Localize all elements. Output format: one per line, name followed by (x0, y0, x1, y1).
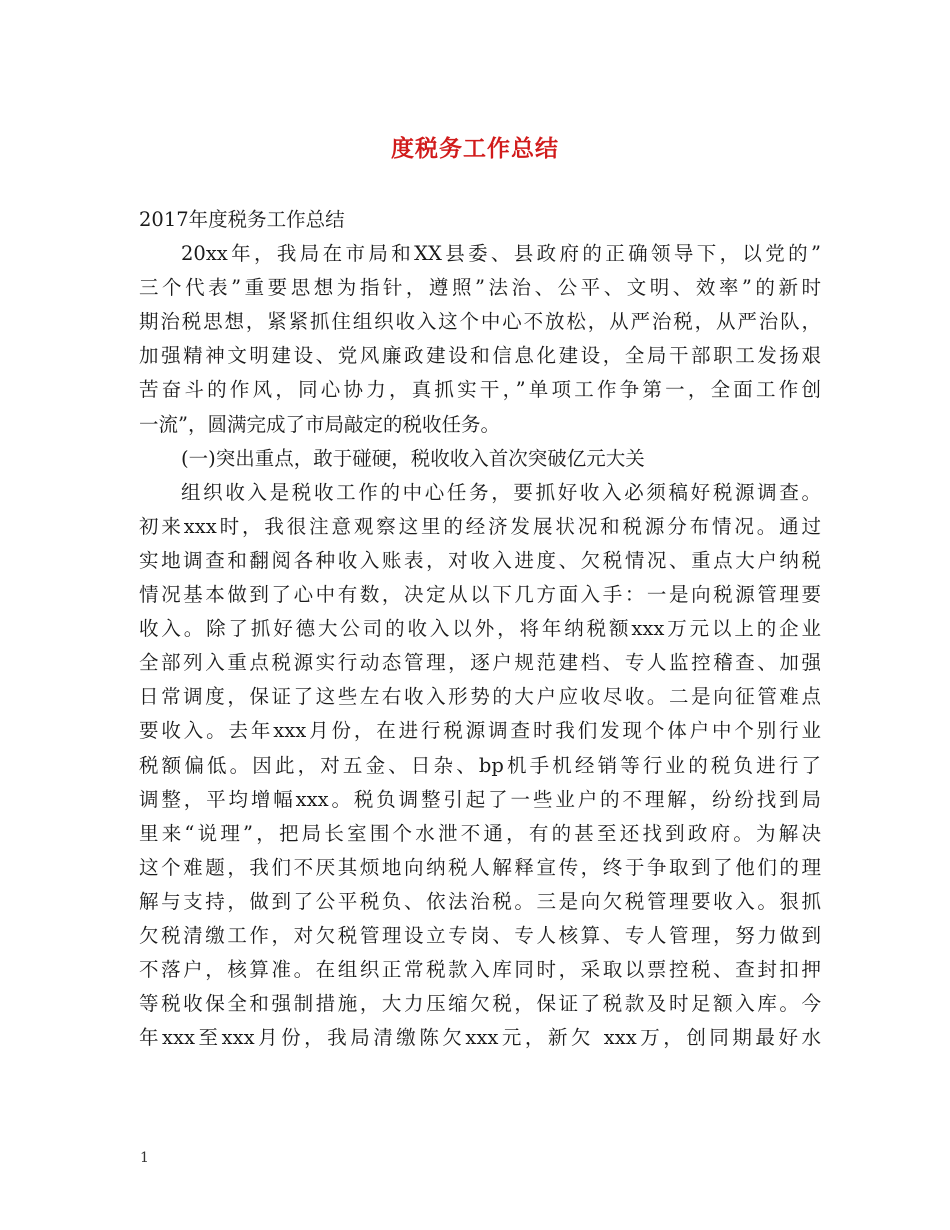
body-line: 收入。除了抓好德大公司的收入以外，将年纳税额xxx万元以上的企业 (139, 617, 821, 641)
body-line: 情况基本做到了心中有数，决定从以下几方面入手：一是向税源管理要 (139, 583, 821, 607)
body-line: 年xxx至xxx月份，我局清缴陈欠xxx元，新欠 xxx万，创同期最好水 (139, 1026, 821, 1050)
body-line: 三个代表”重要思想为指针，遵照”法治、公平、文明、效率”的新时 (139, 276, 821, 300)
body-line: 2017年度税务工作总结 (139, 208, 345, 231)
body-line: 全部列入重点税源实行动态管理，逐户规范建档、专人监控稽查、加强 (139, 651, 821, 675)
body-line: 苦奋斗的作风，同心协力，真抓实干，”单项工作争第一，全面工作创 (139, 378, 821, 402)
body-line: 加强精神文明建设、党风廉政建设和信息化建设，全局干部职工发扬艰 (139, 344, 821, 368)
body-line: 20xx年，我局在市局和XX县委、县政府的正确领导下，以党的” (181, 242, 821, 266)
body-line: 欠税清缴工作，对欠税管理设立专岗、专人核算、专人管理，努力做到 (139, 923, 821, 947)
body-line: 一流”，圆满完成了市局敲定的税收任务。 (139, 412, 500, 436)
body-line: 实地调查和翻阅各种收入账表，对收入进度、欠税情况、重点大户纳税 (139, 548, 821, 572)
body-line: 等税收保全和强制措施，大力压缩欠税，保证了税款及时足额入库。今 (139, 992, 821, 1016)
body-line: 这个难题，我们不厌其烦地向纳税人解释宣传，终于争取到了他们的理 (139, 855, 821, 879)
body-line: 组织收入是税收工作的中心任务，要抓好收入必须稿好税源调查。 (181, 480, 821, 504)
body-line: 要收入。去年xxx月份，在进行税源调查时我们发现个体户中个别行业 (139, 719, 821, 743)
body-line: 调整，平均增幅xxx。税负调整引起了一些业户的不理解，纷纷找到局 (139, 787, 821, 811)
body-line: 里来“说理”，把局长室围个水泄不通，有的甚至还找到政府。为解决 (139, 821, 821, 845)
document-body (139, 203, 821, 1055)
body-line: 日常调度，保证了这些左右收入形势的大户应收尽收。二是向征管难点 (139, 685, 821, 709)
body-line: 解与支持，做到了公平税负、依法治税。三是向欠税管理要收入。狠抓 (139, 889, 821, 913)
body-line: 期治税思想，紧紧抓住组织收入这个中心不放松，从严治税，从严治队， (139, 310, 821, 334)
body-line: 税额偏低。因此，对五金、日杂、bp机手机经销等行业的税负进行了 (139, 753, 821, 777)
body-line: 初来xxx时，我很注意观察这里的经济发展状况和税源分布情况。通过 (139, 514, 821, 538)
section-heading: (一)突出重点，敢于碰硬，税收收入首次突破亿元大关 (181, 446, 645, 470)
document-title: 度税务工作总结 (391, 135, 559, 162)
body-line: 不落户，核算准。在组织正常税款入库同时，采取以票控税、查封扣押 (139, 958, 821, 982)
page-number: 1 (140, 1150, 149, 1166)
